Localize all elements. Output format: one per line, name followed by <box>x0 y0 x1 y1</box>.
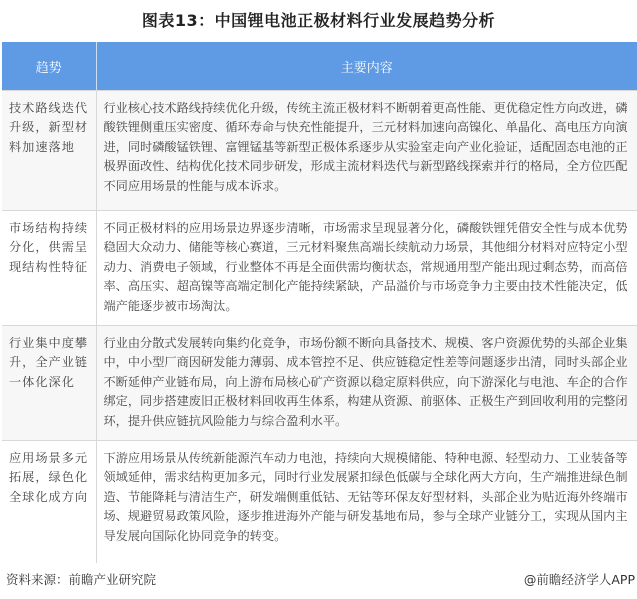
table-header-row <box>2 42 637 91</box>
trend-cell: 市场结构持续分化，供需呈现结构性特征 <box>2 211 96 326</box>
chart-title: 图表13：中国锂电池正极材料行业发展趋势分析 <box>141 11 496 30</box>
header-content: 主要内容 <box>96 42 637 91</box>
credit-note: @前瞻经济学人APP <box>523 572 635 587</box>
content-cell: 行业核心技术路线持续优化升级，传统主流正极材料不断朝着更高性能、更优稳定性方向改进，磷酸铁锂侧重压实密度、循环寿命与快充性能提升，三元材料加速向高镍化、单晶化、高电压方向演进，同时磷酸锰铁锂、富锂锰基等新型正极体系逐步从实验室走向产业化验证，适配固态电池的正极界面改性、结构优化技术同步研发，形成主流材料迭代与新型路线探索并行的格局，全方位匹配不同应用场景的性能与成本诉求。 <box>96 91 637 211</box>
content-cell: 行业由分散式发展转向集约化竞争，市场份额不断向具备技术、规模、客户资源优势的头部企业集中，中小型厂商因研发能力薄弱、成本管控不足、供应链稳定性差等问题逐步出清，同时头部企业不断延伸产业链布局，向上游布局核心矿产资源以稳定原料供应，向下游深化与电池、车企的合作绑定，同步搭建废旧正极材料回收再生体系，构建从资源、前驱体、正极生产到回收利用的完整闭环，提升供应链抗风险能力与综合盈利水平。 <box>96 326 637 441</box>
source-note: 资料来源：前瞻产业研究院 <box>6 572 157 587</box>
table-row <box>2 211 637 326</box>
trend-cell: 技术路线迭代升级，新型材料加速落地 <box>2 91 96 211</box>
table-row <box>2 91 637 211</box>
trend-cell: 行业集中度攀升，全产业链一体化深化 <box>2 326 96 441</box>
trend-table <box>2 42 637 563</box>
table-row <box>2 326 637 441</box>
header-trend: 趋势 <box>2 42 96 91</box>
content-cell: 不同正极材料的应用场景边界逐步清晰，市场需求呈现显著分化，磷酸铁锂凭借安全性与成本优势稳固大众动力、储能等核心赛道，三元材料聚焦高端长续航动力场景，其他细分材料对应特定小型动力、消费电子领域，行业整体不再是全面供需均衡状态，常规通用型产能出现过剩态势，而高倍率、高压实、超高镍等高端定制化产能持续紧缺，产品溢价与市场竞争力主要由技术性能决定，低端产能逐步被市场淘汰。 <box>96 211 637 326</box>
table-row <box>2 441 637 563</box>
trend-cell: 应用场景多元拓展，绿色化全球化成方向 <box>2 441 96 563</box>
content-cell: 下游应用场景从传统新能源汽车动力电池，持续向大规模储能、特种电源、轻型动力、工业装备等领域延伸，需求结构更加多元，同时行业发展紧扣绿色低碳与全球化两大方向，生产端推进绿色制造、节能降耗与清洁生产，研发端侧重低钴、无钴等环保友好型材料，头部企业为贴近海外终端市场、规避贸易政策风险，逐步推进海外产能与研发基地布局，参与全球产业链分工，实现从国内主导发展向国际化协同竞争的转变。 <box>96 441 637 563</box>
